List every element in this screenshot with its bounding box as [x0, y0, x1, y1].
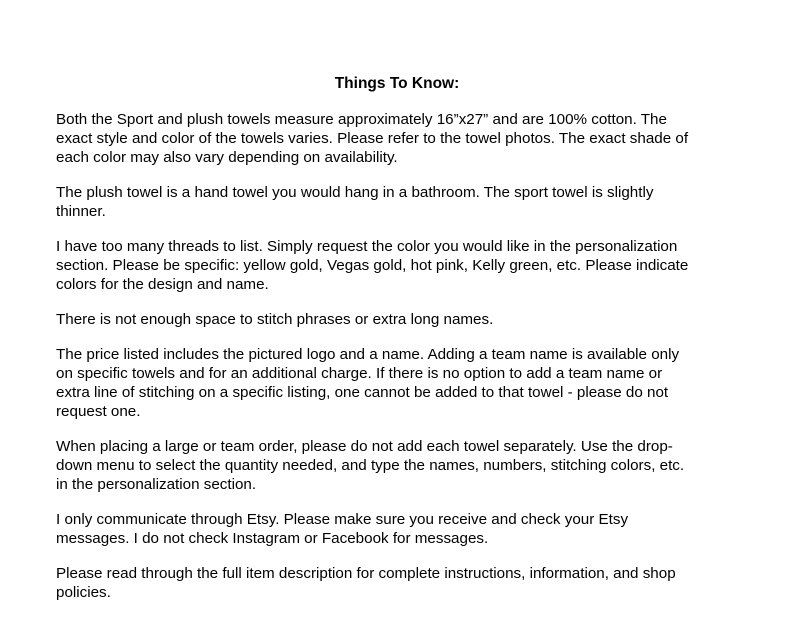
paragraph-space-limit — [56, 310, 740, 329]
text-line: The plush towel is a hand towel you would hang in a bathroom. The sport towel is slightly — [56, 184, 654, 201]
text-line: request one. — [56, 403, 141, 420]
page-title: Things To Know: — [334, 75, 460, 92]
text-line: colors for the design and name. — [56, 276, 269, 293]
text-line: I only communicate through Etsy. Please make sure you receive and check your Etsy — [56, 511, 629, 528]
text-line: down menu to select the quantity needed, and type the names, numbers, stitching colors, etc. — [56, 457, 685, 474]
paragraph-team-orders — [56, 437, 740, 494]
document-body — [56, 110, 740, 618]
paragraph-towel-types — [56, 183, 740, 221]
text-line: policies. — [56, 584, 111, 601]
paragraph-communication — [56, 510, 740, 548]
text-line: Both the Sport and plush towels measure approximately 16”x27” and are 100% cotton. The — [56, 111, 667, 128]
text-line: in the personalization section. — [56, 476, 257, 493]
paragraph-towel-size — [56, 110, 740, 167]
text-line: section. Please be specific: yellow gold, Vegas gold, hot pink, Kelly green, etc. Please indicate — [56, 257, 689, 274]
text-line: extra line of stitching on a specific listing, one cannot be added to that towel - please do not — [56, 384, 669, 401]
text-line: each color may also vary depending on availability. — [56, 149, 398, 166]
paragraph-thread-colors — [56, 237, 740, 294]
text-line: messages. I do not check Instagram or Facebook for messages. — [56, 530, 489, 547]
text-line: The price listed includes the pictured logo and a name. Adding a team name is available only — [56, 346, 680, 363]
paragraph-policies — [56, 564, 740, 602]
text-line: Please read through the full item description for complete instructions, information, and shop — [56, 565, 676, 582]
text-line: exact style and color of the towels varies. Please refer to the towel photos. The exact shade of — [56, 130, 689, 147]
text-line: When placing a large or team order, please do not add each towel separately. Use the drop- — [56, 438, 673, 455]
text-line: on specific towels and for an additional charge. If there is no option to add a team name or — [56, 365, 663, 382]
text-line: There is not enough space to stitch phrases or extra long names. — [56, 311, 494, 328]
text-line: I have too many threads to list. Simply request the color you would like in the personalization — [56, 238, 678, 255]
text-line: thinner. — [56, 203, 106, 220]
paragraph-pricing — [56, 345, 740, 421]
